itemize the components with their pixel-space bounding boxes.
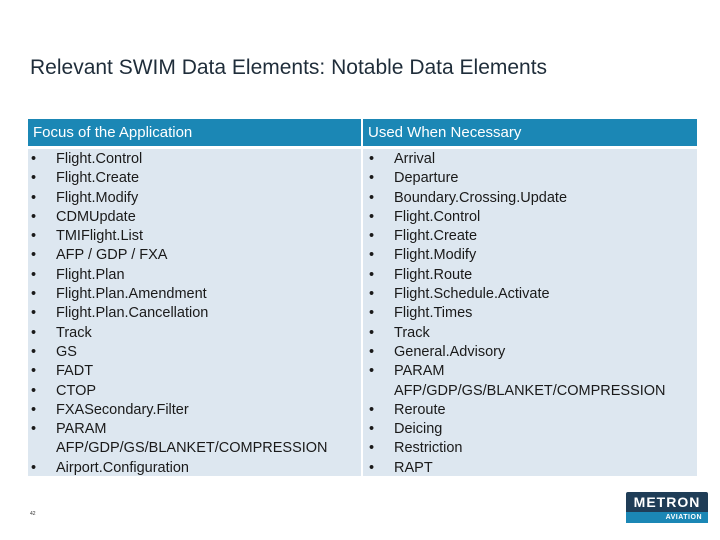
bullet-icon: • — [369, 363, 375, 380]
list-item-label: Deicing — [394, 421, 443, 438]
bullet-icon: • — [31, 363, 37, 380]
list-item — [366, 362, 696, 401]
list-item — [28, 150, 358, 169]
list-item-label: GS — [56, 343, 77, 360]
list-item-label: Reroute — [394, 401, 446, 418]
bullet-icon: • — [31, 286, 37, 303]
list-item — [366, 169, 696, 188]
list-item-label: Departure — [394, 170, 459, 187]
bullet-icon: • — [369, 401, 375, 418]
list-item-label: Flight.Create — [56, 170, 140, 187]
list-item-label: Flight.Modify — [394, 247, 477, 264]
list-item — [28, 324, 358, 343]
bullet-icon: • — [369, 343, 375, 360]
list-item — [28, 189, 358, 208]
slide-title: Relevant SWIM Data Elements: Notable Data Elements — [30, 56, 548, 79]
list-item-label: Boundary.Crossing.Update — [394, 189, 568, 206]
bullet-icon: • — [369, 324, 375, 341]
bullet-icon: • — [31, 151, 37, 167]
bullet-icon: • — [31, 382, 37, 399]
list-item — [366, 304, 696, 323]
bullet-icon: • — [31, 459, 37, 476]
list-item — [28, 382, 358, 401]
bullet-icon: • — [31, 266, 37, 283]
bullet-icon: • — [31, 401, 37, 418]
list-item — [366, 208, 696, 227]
list-item — [28, 420, 358, 459]
list-item-label: Flight.Plan.Cancellation — [56, 305, 209, 322]
list-item-label: PARAM AFP/GDP/GS/BLANKET/COMPRESSION — [394, 363, 666, 399]
list-item-label: Flight.Plan.Amendment — [56, 286, 207, 303]
list-item — [28, 246, 358, 265]
list-item-label: FXASecondary.Filter — [56, 401, 189, 418]
list-item — [28, 208, 358, 227]
bullet-icon: • — [369, 421, 375, 438]
bullet-icon: • — [369, 170, 375, 187]
bullet-icon: • — [31, 305, 37, 322]
list-item-label: AFP / GDP / FXA — [56, 247, 168, 264]
bullet-icon: • — [369, 247, 375, 264]
list-item — [366, 439, 696, 458]
list-item-label: General.Advisory — [394, 343, 506, 360]
list-item-label: Flight.Control — [56, 151, 143, 167]
list-item-label: Flight.Modify — [56, 189, 139, 206]
list-item — [28, 362, 358, 381]
list-item-label: Restriction — [394, 440, 463, 457]
list-item — [28, 227, 358, 246]
list-item-label: CTOP — [56, 382, 97, 399]
list-item — [366, 246, 696, 265]
list-item-label: PARAM AFP/GDP/GS/BLANKET/COMPRESSION — [56, 421, 328, 457]
list-item — [28, 459, 358, 478]
list-item — [28, 304, 358, 323]
list-item-label: TMIFlight.List — [56, 228, 144, 245]
list-item-label: CDMUpdate — [56, 208, 136, 225]
logo-subtext: AVIATION — [626, 512, 708, 523]
data-elements-table — [28, 119, 697, 476]
list-item — [28, 266, 358, 285]
bullet-icon: • — [31, 343, 37, 360]
list-item-label: Flight.Create — [394, 228, 478, 245]
list-item — [366, 266, 696, 285]
column-divider — [361, 119, 363, 476]
header-focus-of-application: Focus of the Application — [28, 119, 361, 146]
bullet-icon: • — [369, 208, 375, 225]
list-item — [366, 150, 696, 169]
bullet-icon: • — [369, 266, 375, 283]
bullet-icon: • — [31, 247, 37, 264]
header-used-when-necessary: Used When Necessary — [363, 119, 697, 146]
list-item-label: Flight.Plan — [56, 266, 125, 283]
bullet-icon: • — [31, 228, 37, 245]
list-item — [28, 169, 358, 188]
list-item-label: Track — [56, 324, 92, 341]
list-item-label: Airport.Configuration — [56, 459, 189, 476]
list-item-label: Arrival — [394, 151, 436, 167]
list-item — [366, 324, 696, 343]
list-item-label: Flight.Control — [394, 208, 481, 225]
list-item — [28, 401, 358, 420]
list-item — [366, 285, 696, 304]
list-item — [28, 343, 358, 362]
list-item — [366, 343, 696, 362]
list-item — [366, 401, 696, 420]
list-item-label: RAPT — [394, 459, 433, 476]
bullet-icon: • — [369, 189, 375, 206]
list-item — [366, 420, 696, 439]
list-item-label: Flight.Route — [394, 266, 473, 283]
list-item-label: Flight.Times — [394, 305, 473, 322]
metron-aviation-logo — [626, 492, 708, 523]
bullet-icon: • — [31, 208, 37, 225]
list-item-label: FADT — [56, 363, 94, 380]
focus-list — [28, 150, 358, 478]
bullet-icon: • — [31, 421, 37, 438]
bullet-icon: • — [369, 459, 375, 476]
bullet-icon: • — [369, 151, 375, 167]
list-item-label: Track — [394, 324, 430, 341]
bullet-icon: • — [31, 170, 37, 187]
list-item — [366, 459, 696, 478]
bullet-icon: • — [31, 189, 37, 206]
bullet-icon: • — [369, 440, 375, 457]
list-item — [366, 189, 696, 208]
logo-wordmark: METRON — [626, 492, 708, 512]
bullet-icon: • — [369, 286, 375, 303]
list-item — [28, 285, 358, 304]
bullet-icon: • — [369, 228, 375, 245]
list-item — [366, 227, 696, 246]
bullet-icon: • — [369, 305, 375, 322]
list-item-label: Flight.Schedule.Activate — [394, 286, 550, 303]
bullet-icon: • — [31, 324, 37, 341]
used-when-necessary-list — [366, 150, 696, 478]
header-divider — [28, 146, 697, 149]
page-number: 42 — [30, 511, 36, 517]
